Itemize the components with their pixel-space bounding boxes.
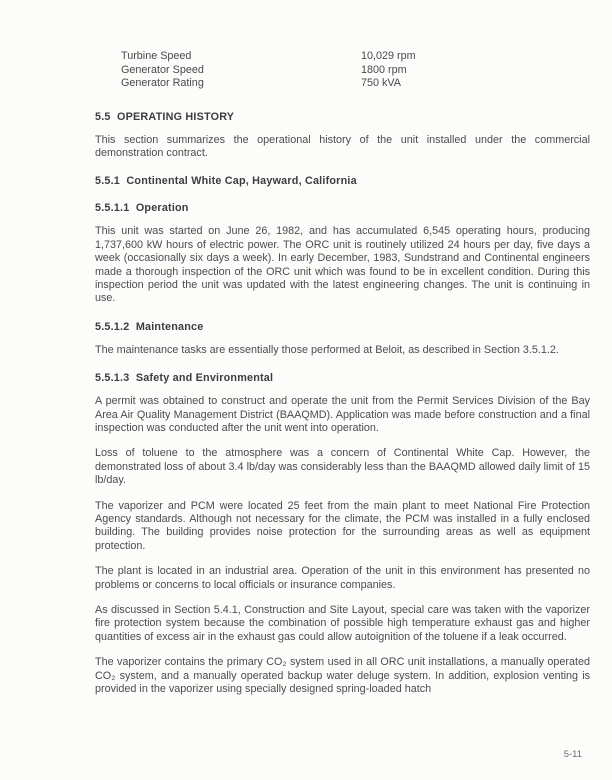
spec-value: 750 kVA — [361, 77, 402, 89]
spec-label: Generator Speed — [121, 63, 204, 76]
section-heading-operating-history: 5.5 OPERATING HISTORY — [95, 110, 235, 123]
page-content — [95, 50, 590, 696]
paragraph-toluene-loss: Loss of toluene to the atmosphere was a concern of Continental White Cap. However, the demonstrated loss of about 3.4 lb/day was considerably less than the BAAQMD allowed daily limit of 15 lb/day. — [95, 447, 590, 487]
spec-row-generator-rating — [121, 77, 590, 91]
paragraph-permit: A permit was obtained to construct and operate the unit from the Permit Services Division of the Bay Area Air Quality Management District (BAAQMD). Application was made before construction and a final inspection was conducted after the unit went into operation. — [95, 395, 590, 434]
spec-label: Turbine Speed — [121, 50, 192, 62]
section-heading-continental-white-cap: 5.5.1 Continental White Cap, Hayward, California — [95, 175, 357, 188]
paragraph-operation: This unit was started on June 26, 1982, and has accumulated 6,545 operating hours, producing 1,737,600 kW hours of electric power. The ORC unit is routinely utilized 24 hours per day, five days a week (occasionally six days a week). In early December, 1983, Sundstrand and Continental engineers made a thorough inspection of the ORC unit which was found to be in excellent condition. During this inspection period the unit was updated with the latest engineering changes. The unit is continuing in use. — [95, 225, 590, 305]
spec-table — [121, 50, 590, 91]
spec-value: 1800 rpm — [361, 63, 407, 76]
paragraph-fire-protection: As discussed in Section 5.4.1, Construction and Site Layout, special care was taken with the vaporizer fire protection system because the combination of possible high temperature exhaust gas and higher quantities of excess air in the exhaust gas could allow autoignition of the toluene if a leak occurred. — [95, 604, 590, 643]
spec-row-turbine-speed — [121, 50, 590, 64]
paragraph-maintenance: The maintenance tasks are essentially those performed at Beloit, as described in Section 3.5.1.2. — [95, 343, 559, 356]
paragraph-co2-system: The vaporizer contains the primary CO₂ system used in all ORC unit installations, a manually operated CO₂ system, and a manually operated backup water deluge system. In addition, explosion venting is provided in the vaporizer using specially designed spring-loaded hatch — [95, 656, 590, 696]
section-heading-safety-environmental: 5.5.1.3 Safety and Environmental — [95, 372, 274, 385]
page-number: 5-11 — [563, 749, 582, 760]
spec-value: 10,029 rpm — [361, 50, 416, 62]
spec-label: Generator Rating — [121, 77, 204, 89]
section-heading-maintenance: 5.5.1.2 Maintenance — [95, 320, 204, 333]
spec-row-generator-speed — [121, 64, 590, 78]
section-heading-operation: 5.5.1.1 Operation — [95, 202, 189, 215]
paragraph-vaporizer-location: The vaporizer and PCM were located 25 feet from the main plant to meet National Fire Protection Agency standards. Although not necessary for the climate, the PCM was installed in a fully enclosed building. The building provides noise protection for the surrounding areas as well as equipment protection. — [95, 499, 590, 552]
paragraph-intro: This section summarizes the operational history of the unit installed under the commercial demonstration contract. — [95, 133, 590, 159]
paragraph-plant-location: The plant is located in an industrial area. Operation of the unit in this environment has presented no problems or concerns to local officials or insurance companies. — [95, 565, 590, 591]
